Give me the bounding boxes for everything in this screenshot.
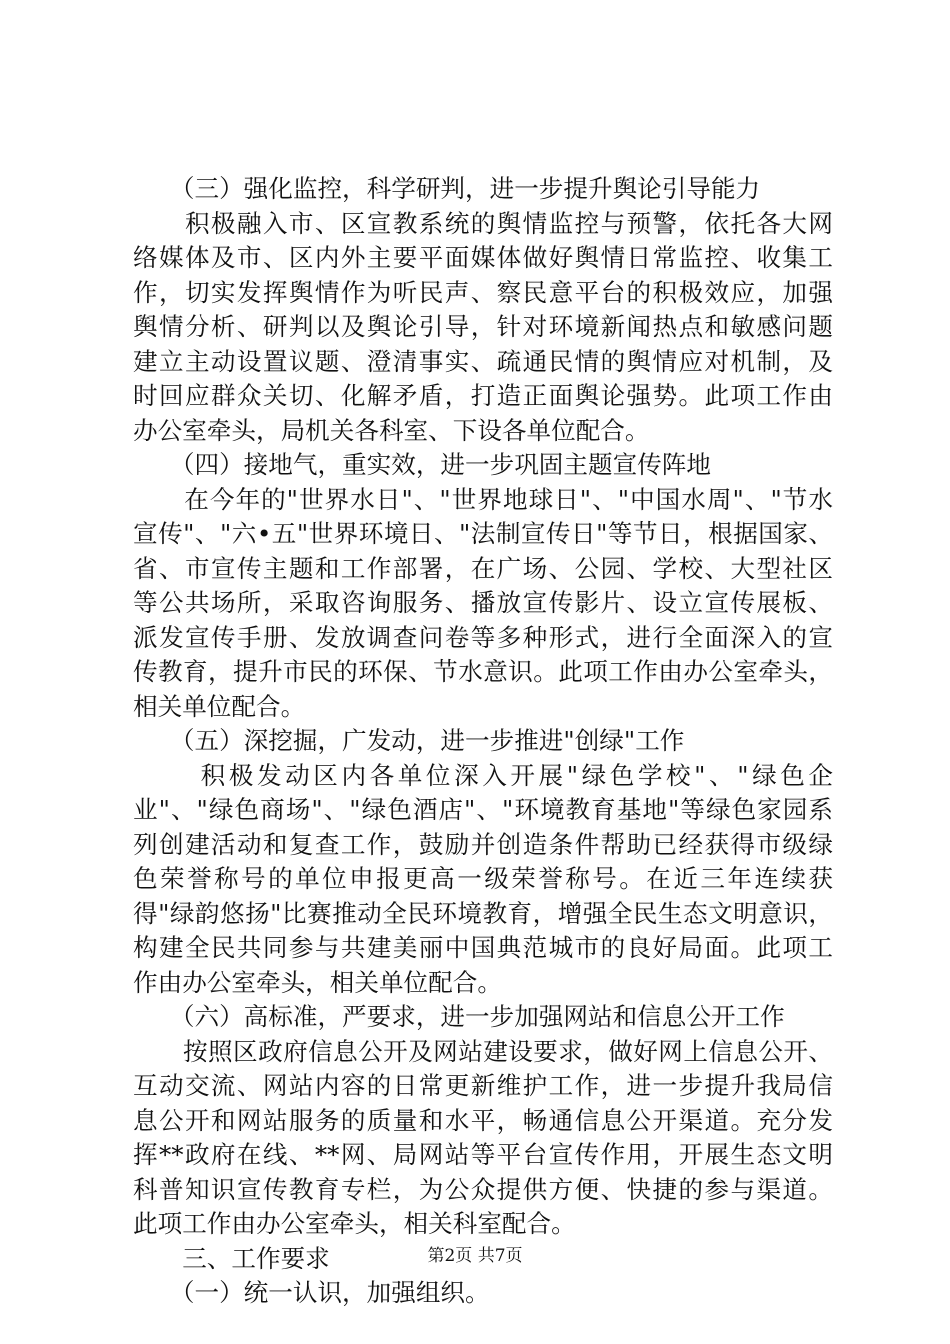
page-number-footer: 第2页 共7页 — [427, 1246, 523, 1266]
text-line: 相关单位配合。 — [133, 691, 306, 721]
text-line: 息公开和网站服务的质量和水平，畅通信息公开渠道。充分发 — [133, 1105, 833, 1135]
text-line: 等公共场所，采取咨询服务、播放宣传影片、设立宣传展板、 — [133, 588, 833, 617]
text-line: 构建全民共同参与共建美丽中国典范城市的良好局面。此项工 — [133, 933, 833, 962]
text-line: 络媒体及市、区内外主要平面媒体做好舆情日常监控、收集工 — [133, 243, 833, 272]
text-line: 互动交流、网站内容的日常更新维护工作，进一步提升我局信 — [133, 1071, 833, 1100]
text-line: 业"、"绿色商场"、"绿色酒店"、"环境教育基地"等绿色家园系 — [133, 795, 833, 824]
text-line: 传教育，提升市民的环保、节水意识。此项工作由办公室牵头， — [133, 657, 833, 686]
text-line: （六）高标准，严要求，进一步加强网站和信息公开工作 — [133, 1002, 785, 1031]
text-line: （三）强化监控，科学研判，进一步提升舆论引导能力 — [133, 174, 761, 203]
text-line: 挥**政府在线、**网、局网站等平台宣传作用，开展生态文明 — [133, 1140, 833, 1169]
text-line: 此项工作由办公室牵头，相关科室配合。 — [133, 1209, 576, 1238]
text-line: 舆情分析、研判以及舆论引导，针对环境新闻热点和敏感问题 — [133, 312, 833, 341]
text-line: 时回应群众关切、化解矛盾，打造正面舆论强势。此项工作由 — [133, 381, 833, 410]
text-line: （五）深挖掘，广发动，进一步推进"创绿"工作 — [133, 726, 685, 755]
text-line: 积极融入市、区宣教系统的舆情监控与预警，依托各大网 — [133, 208, 833, 238]
text-line: 宣传"、"六•五"世界环境日、"法制宣传日"等节日，根据国家、 — [133, 519, 833, 548]
text-line: 作由办公室牵头，相关单位配合。 — [133, 967, 502, 997]
text-line: 建立主动设置议题、澄清事实、疏通民情的舆情应对机制，及 — [133, 346, 833, 376]
text-line: 作，切实发挥舆情作为听民声、察民意平台的积极效应，加强 — [133, 277, 833, 307]
text-line: 得"绿韵悠扬"比赛推动全民环境教育，增强全民生态文明意识， — [133, 898, 833, 928]
text-line: 省、市宣传主题和工作部署，在广场、公园、学校、大型社区 — [133, 553, 833, 583]
text-line: 按照区政府信息公开及网站建设要求，做好网上信息公开、 — [133, 1036, 833, 1066]
text-line: 在今年的"世界水日"、"世界地球日"、"中国水周"、"节水 — [133, 484, 833, 514]
text-line: （四）接地气，重实效，进一步巩固主题宣传阵地 — [133, 450, 711, 479]
text-line: 科普知识宣传教育专栏，为公众提供方便、快捷的参与渠道。 — [133, 1174, 833, 1204]
text-line: 派发宣传手册、发放调查问卷等多种形式，进行全面深入的宣 — [133, 622, 833, 652]
document-body — [133, 172, 833, 1311]
text-line: 办公室牵头，局机关各科室、下设各单位配合。 — [133, 415, 650, 445]
text-line: 色荣誉称号的单位申报更高一级荣誉称号。在近三年连续获 — [133, 864, 833, 893]
text-line: 三、工作要求 — [133, 1243, 330, 1273]
text-line: 积极发动区内各单位深入开展"绿色学校"、"绿色企 — [133, 760, 833, 790]
text-line: （一）统一认识，加强组织。 — [133, 1278, 490, 1307]
text-line: 列创建活动和复查工作，鼓励并创造条件帮助已经获得市级绿 — [133, 829, 833, 859]
